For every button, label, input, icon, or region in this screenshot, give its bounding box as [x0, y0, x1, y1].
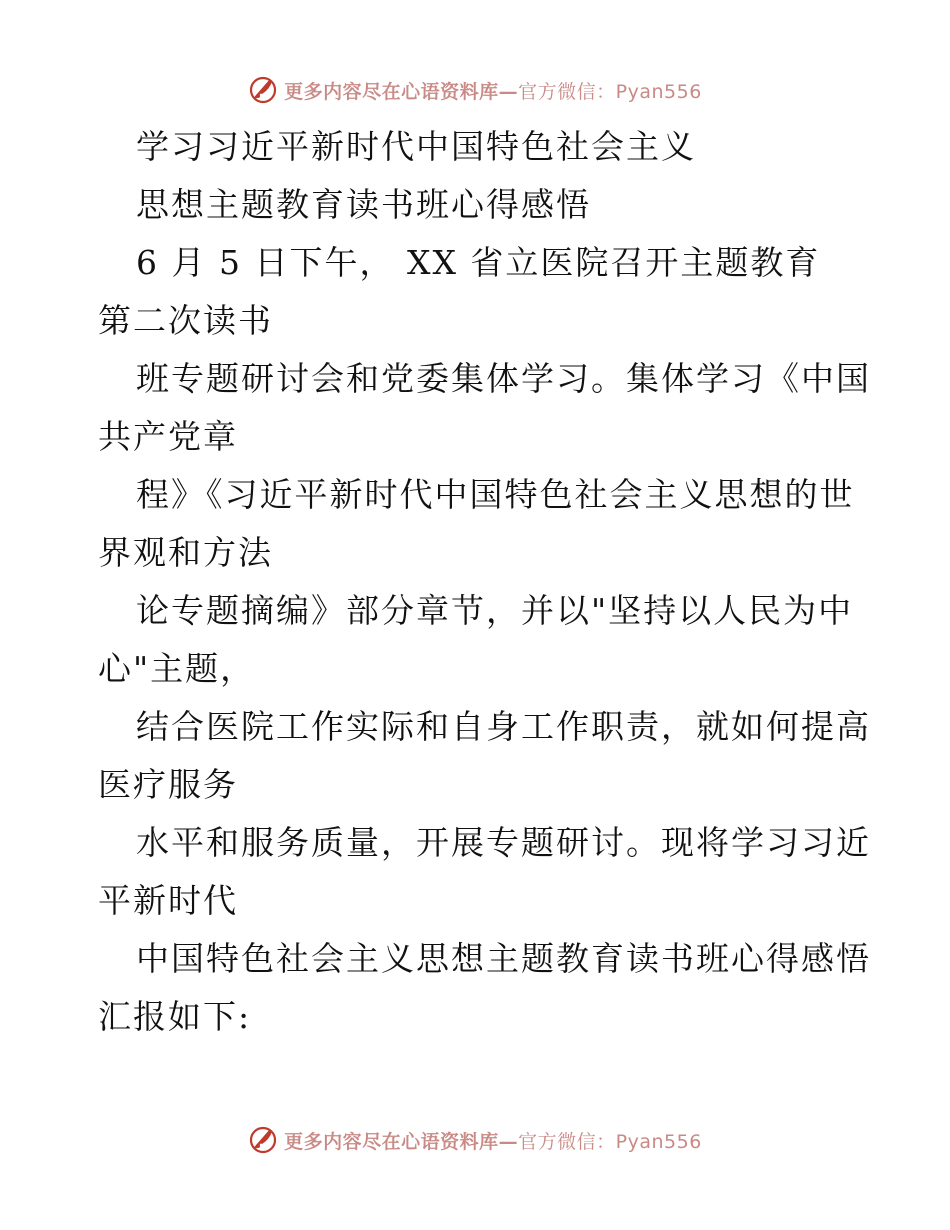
watermark-text-cn: 更多内容尽在心语资料库— [284, 1130, 519, 1153]
watermark-text-suffix: 官方微信：Pyan556 [518, 80, 702, 103]
watermark-text-suffix: 官方微信：Pyan556 [518, 1130, 702, 1153]
document-line: 班专题研讨会和党委集体学习。集体学习《中国 [136, 359, 871, 398]
document-line: 界观和方法 [98, 533, 273, 572]
watermark-text-cn: 更多内容尽在心语资料库— [284, 80, 519, 103]
document-line: 结合医院工作实际和自身工作职责，就如何提高 [136, 707, 871, 746]
document-line: 论专题摘编》部分章节，并以"坚持以人民为中 [136, 591, 854, 630]
feather-quill-icon [248, 1125, 278, 1155]
document-line: 平新时代 [98, 881, 238, 920]
document-line: 心"主题， [98, 649, 256, 688]
document-line: 思想主题教育读书班心得感悟 [136, 185, 591, 224]
document-line: 中国特色社会主义思想主题教育读书班心得感悟 [136, 939, 871, 978]
feather-quill-icon [248, 75, 278, 105]
document-line: 学习习近平新时代中国特色社会主义 [136, 127, 696, 166]
document-line: 共产党章 [98, 417, 238, 456]
header-watermark [0, 70, 950, 110]
document-line: 程》《习近平新时代中国特色社会主义思想的世 [136, 475, 855, 514]
document-line: 6 月 5 日下午， XX 省立医院召开主题教育 [136, 243, 821, 282]
document-line: 水平和服务质量，开展专题研讨。现将学习习近 [136, 823, 871, 862]
document-line: 第二次读书 [98, 301, 273, 340]
document-body [98, 118, 871, 1046]
footer-watermark [0, 1120, 950, 1160]
document-line: 汇报如下: [98, 997, 252, 1036]
document-line: 医疗服务 [98, 765, 238, 804]
